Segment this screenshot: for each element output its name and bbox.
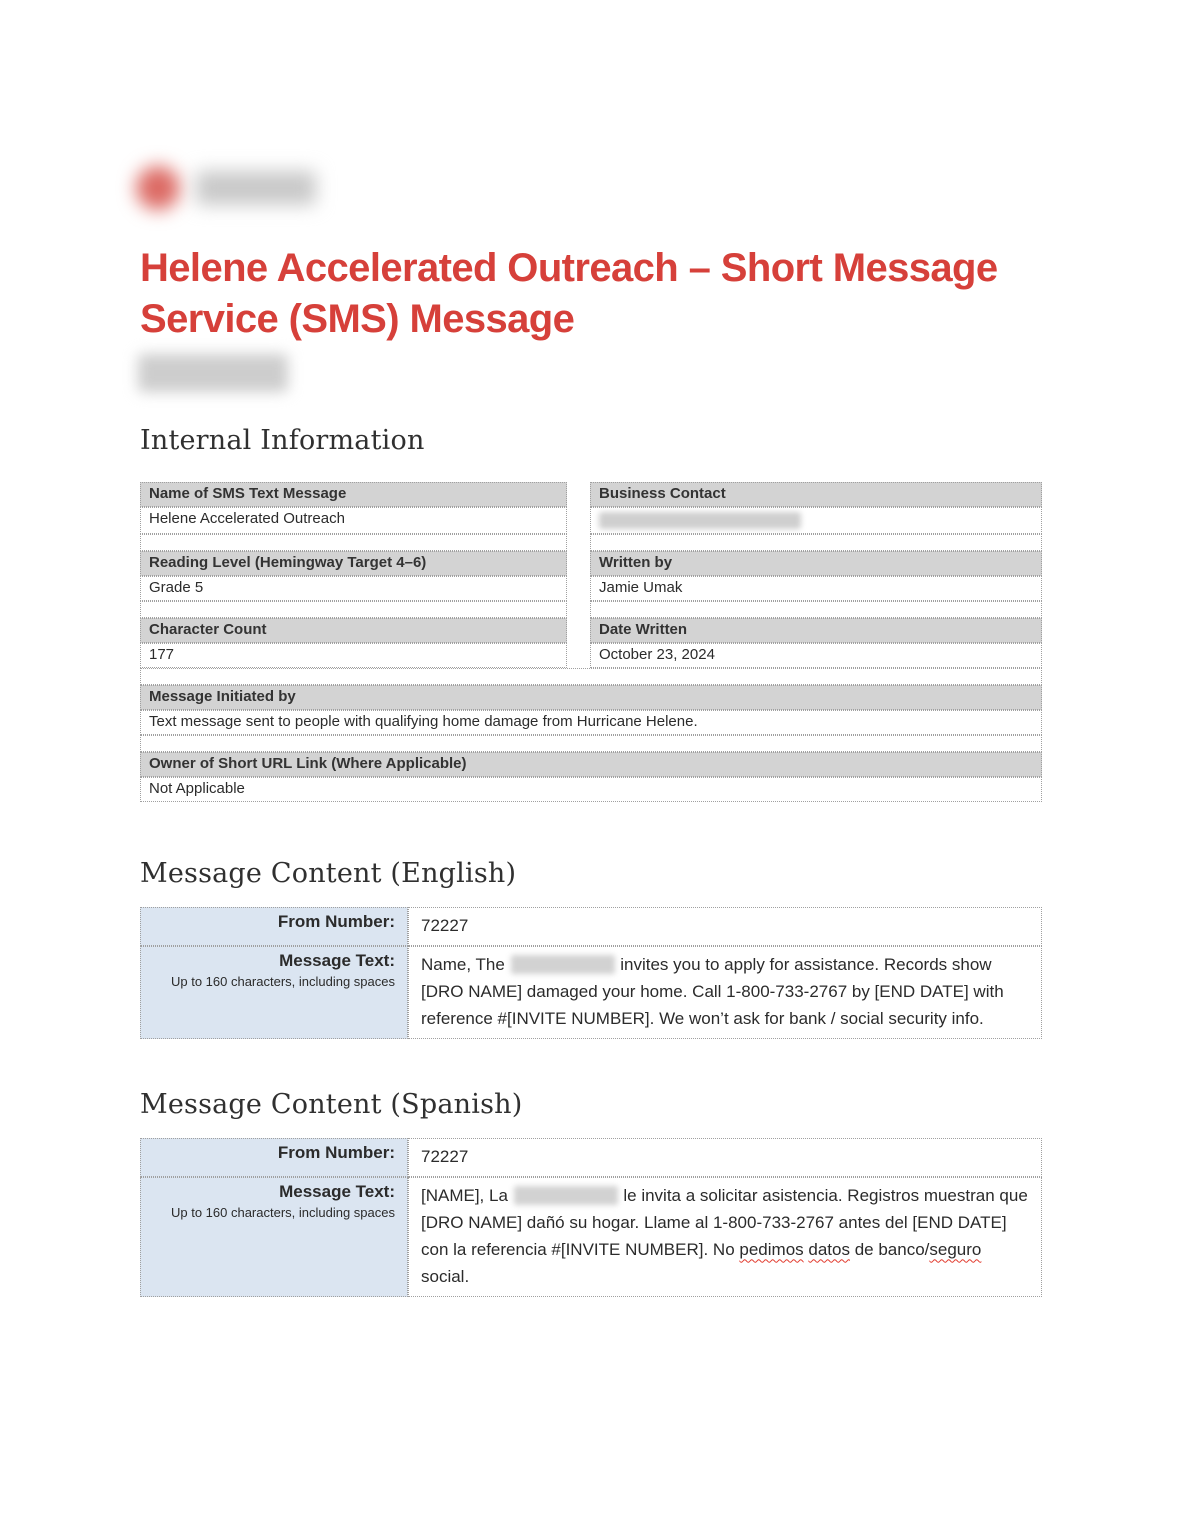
written-by-header-cell: Written by bbox=[590, 551, 1042, 576]
date-written-value-cell: October 23, 2024 bbox=[590, 643, 1042, 668]
message-text-label: Message Text: bbox=[279, 1181, 395, 1201]
character-count-value-cell: 177 bbox=[140, 643, 567, 668]
spanish-from-number-label-cell bbox=[140, 1138, 408, 1177]
english-message-text-value-cell bbox=[408, 946, 1042, 1039]
spanish-message-segment: de banco/ bbox=[849, 1239, 930, 1259]
table-row bbox=[140, 482, 1042, 507]
org-name-redacted bbox=[511, 955, 615, 974]
name-of-sms-header-cell: Name of SMS Text Message bbox=[140, 482, 567, 507]
spanish-message-text-label-cell bbox=[140, 1177, 408, 1297]
reading-level-value-cell: Grade 5 bbox=[140, 576, 567, 601]
section-heading-internal-information: Internal Information bbox=[140, 424, 425, 456]
spanish-message-text-value-cell bbox=[408, 1177, 1042, 1297]
table-row bbox=[140, 752, 1042, 777]
spanish-message-segment: [NAME], La bbox=[421, 1185, 513, 1205]
character-limit-note: Up to 160 characters, including spaces bbox=[170, 973, 395, 989]
message-text-label: Message Text: bbox=[279, 950, 395, 970]
logo-wordmark-blur bbox=[196, 171, 316, 205]
logo-emblem-blur bbox=[136, 166, 180, 210]
spacer-row bbox=[140, 735, 1042, 752]
spanish-message-table bbox=[140, 1138, 1042, 1297]
section-heading-message-content-english: Message Content (English) bbox=[140, 857, 517, 889]
table-row bbox=[140, 946, 1042, 1039]
misspelled-word: pedimos bbox=[739, 1239, 804, 1259]
message-initiated-header-cell: Message Initiated by bbox=[140, 685, 1042, 710]
table-row bbox=[140, 576, 1042, 601]
spanish-message-segment: le invita a solicitar asistencia. Registros muestran que [DRO NAME] dañó su hogar. Llame al 1-800-733-2767 antes del [END DATE] con la referencia #[INVITE NUMBER]. No bbox=[421, 1185, 1033, 1259]
internal-info-table bbox=[140, 482, 1042, 802]
table-row bbox=[140, 1177, 1042, 1297]
character-limit-note: Up to 160 characters, including spaces bbox=[170, 1204, 395, 1220]
org-logo-redacted bbox=[136, 160, 1042, 216]
date-written-header-cell: Date Written bbox=[590, 618, 1042, 643]
written-by-value-cell: Jamie Umak bbox=[590, 576, 1042, 601]
english-message-table bbox=[140, 907, 1042, 1039]
english-from-number-label-cell bbox=[140, 907, 408, 946]
reading-level-header-cell: Reading Level (Hemingway Target 4–6) bbox=[140, 551, 567, 576]
org-name-redacted bbox=[514, 1186, 618, 1205]
table-row bbox=[140, 777, 1042, 802]
name-of-sms-value-cell: Helene Accelerated Outreach bbox=[140, 507, 567, 534]
table-row bbox=[140, 551, 1042, 576]
misspelled-word: datos bbox=[808, 1239, 850, 1259]
message-initiated-value-cell: Text message sent to people with qualifying home damage from Hurricane Helene. bbox=[140, 710, 1042, 735]
from-number-label: From Number: bbox=[277, 1142, 395, 1162]
table-row bbox=[140, 643, 1042, 668]
document-title: Helene Accelerated Outreach – Short Message Service (SMS) Message bbox=[140, 246, 998, 341]
table-row bbox=[140, 1138, 1042, 1177]
business-contact-redacted bbox=[599, 512, 801, 529]
section-heading-message-content-spanish: Message Content (Spanish) bbox=[140, 1088, 523, 1120]
spanish-message-segment: social. bbox=[421, 1239, 987, 1286]
english-message-segment: invites you to apply for assistance. Records show [DRO NAME] damaged your home. Call 1-800-733-2767 by [END DATE] with reference #[INVITE NUMBER]. We won’t ask for bank / social security info. bbox=[421, 954, 1009, 1028]
spacer-row bbox=[140, 601, 1042, 618]
short-url-owner-value-cell: Not Applicable bbox=[140, 777, 1042, 802]
table-row bbox=[140, 507, 1042, 534]
short-url-owner-header-cell: Owner of Short URL Link (Where Applicable) bbox=[140, 752, 1042, 777]
english-message-text-label-cell bbox=[140, 946, 408, 1039]
business-contact-header-cell: Business Contact bbox=[590, 482, 1042, 507]
table-row bbox=[140, 907, 1042, 946]
business-contact-value-cell bbox=[590, 507, 1042, 534]
spanish-from-number-value-cell: 72227 bbox=[408, 1138, 1042, 1177]
english-message-segment: Name, The bbox=[421, 954, 510, 974]
character-count-header-cell: Character Count bbox=[140, 618, 567, 643]
table-row bbox=[140, 618, 1042, 643]
spacer-row bbox=[140, 668, 1042, 685]
spacer-row bbox=[140, 534, 1042, 551]
table-row bbox=[140, 685, 1042, 710]
misspelled-word: seguro bbox=[929, 1239, 982, 1259]
english-from-number-value-cell: 72227 bbox=[408, 907, 1042, 946]
table-row bbox=[140, 710, 1042, 735]
author-redacted bbox=[138, 354, 288, 392]
from-number-label: From Number: bbox=[277, 911, 395, 931]
